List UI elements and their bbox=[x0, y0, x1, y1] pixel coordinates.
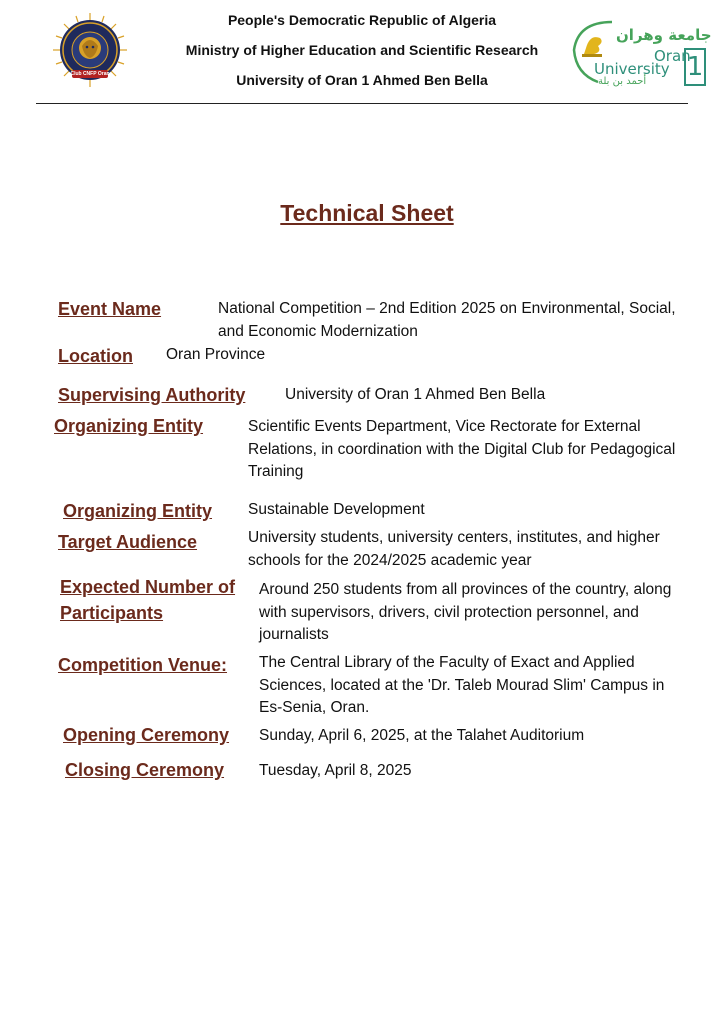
label-organizing-entity-2: Organizing Entity bbox=[63, 501, 213, 521]
value-location: Oran Province bbox=[166, 346, 266, 363]
label-supervising-authority: Supervising Authority bbox=[58, 385, 246, 405]
header-ministry: Ministry of Higher Education and Scientific Research bbox=[185, 42, 539, 58]
value-expected-participants: Around 250 students from all provinces of the country, along with supervisors, drivers, civil protection personnel, and journalists bbox=[259, 581, 672, 643]
label-organizing-entity: Organizing Entity bbox=[54, 416, 204, 436]
label-event-name: Event Name bbox=[58, 299, 162, 319]
label-location: Location bbox=[58, 346, 133, 366]
value-target-audience: University students, university centers, institutes, and higher schools for the 2024/2025 academic year bbox=[248, 529, 660, 569]
logo-arabic-subname: أحمد بن بلة bbox=[598, 76, 647, 87]
label-target-audience: Target Audience bbox=[58, 532, 198, 552]
label-expected-participants: Expected Number of Participants bbox=[60, 577, 236, 623]
value-event-name: National Competition – 2nd Edition 2025 on Environmental, Social, and Economic Modernization bbox=[218, 300, 676, 340]
value-supervising-authority: University of Oran 1 Ahmed Ben Bella bbox=[285, 386, 546, 403]
logo-number-one: 1 bbox=[684, 48, 706, 86]
value-organizing-entity: Scientific Events Department, Vice Rectorate for External Relations, in coordination with the Digital Club for Pedagogical Training bbox=[248, 418, 676, 480]
label-opening-ceremony: Opening Ceremony bbox=[63, 725, 230, 745]
header-divider bbox=[36, 103, 688, 104]
header-university: University of Oran 1 Ahmed Ben Bella bbox=[236, 72, 488, 88]
label-competition-venue: Competition Venue: bbox=[58, 655, 228, 675]
value-opening-ceremony: Sunday, April 6, 2025, at the Talahet Auditorium bbox=[259, 727, 585, 744]
logo-arabic-name: جامعة وهران bbox=[616, 26, 712, 44]
label-closing-ceremony: Closing Ceremony bbox=[65, 760, 225, 780]
value-organizing-entity-2: Sustainable Development bbox=[248, 501, 425, 518]
page-title: Technical Sheet bbox=[280, 200, 454, 226]
emblem-banner-text: Club CNFP Oran bbox=[70, 71, 110, 77]
header-country: People's Democratic Republic of Algeria bbox=[227, 12, 497, 28]
value-closing-ceremony: Tuesday, April 8, 2025 bbox=[259, 762, 412, 779]
logo-university: University bbox=[594, 60, 670, 78]
university-logo bbox=[568, 16, 712, 88]
logo-oran: Oran bbox=[654, 47, 691, 65]
value-competition-venue: The Central Library of the Faculty of Exact and Applied Sciences, located at the 'Dr. Taleb Mourad Slim' Campus in Es-Senia, Oran. bbox=[259, 654, 665, 716]
